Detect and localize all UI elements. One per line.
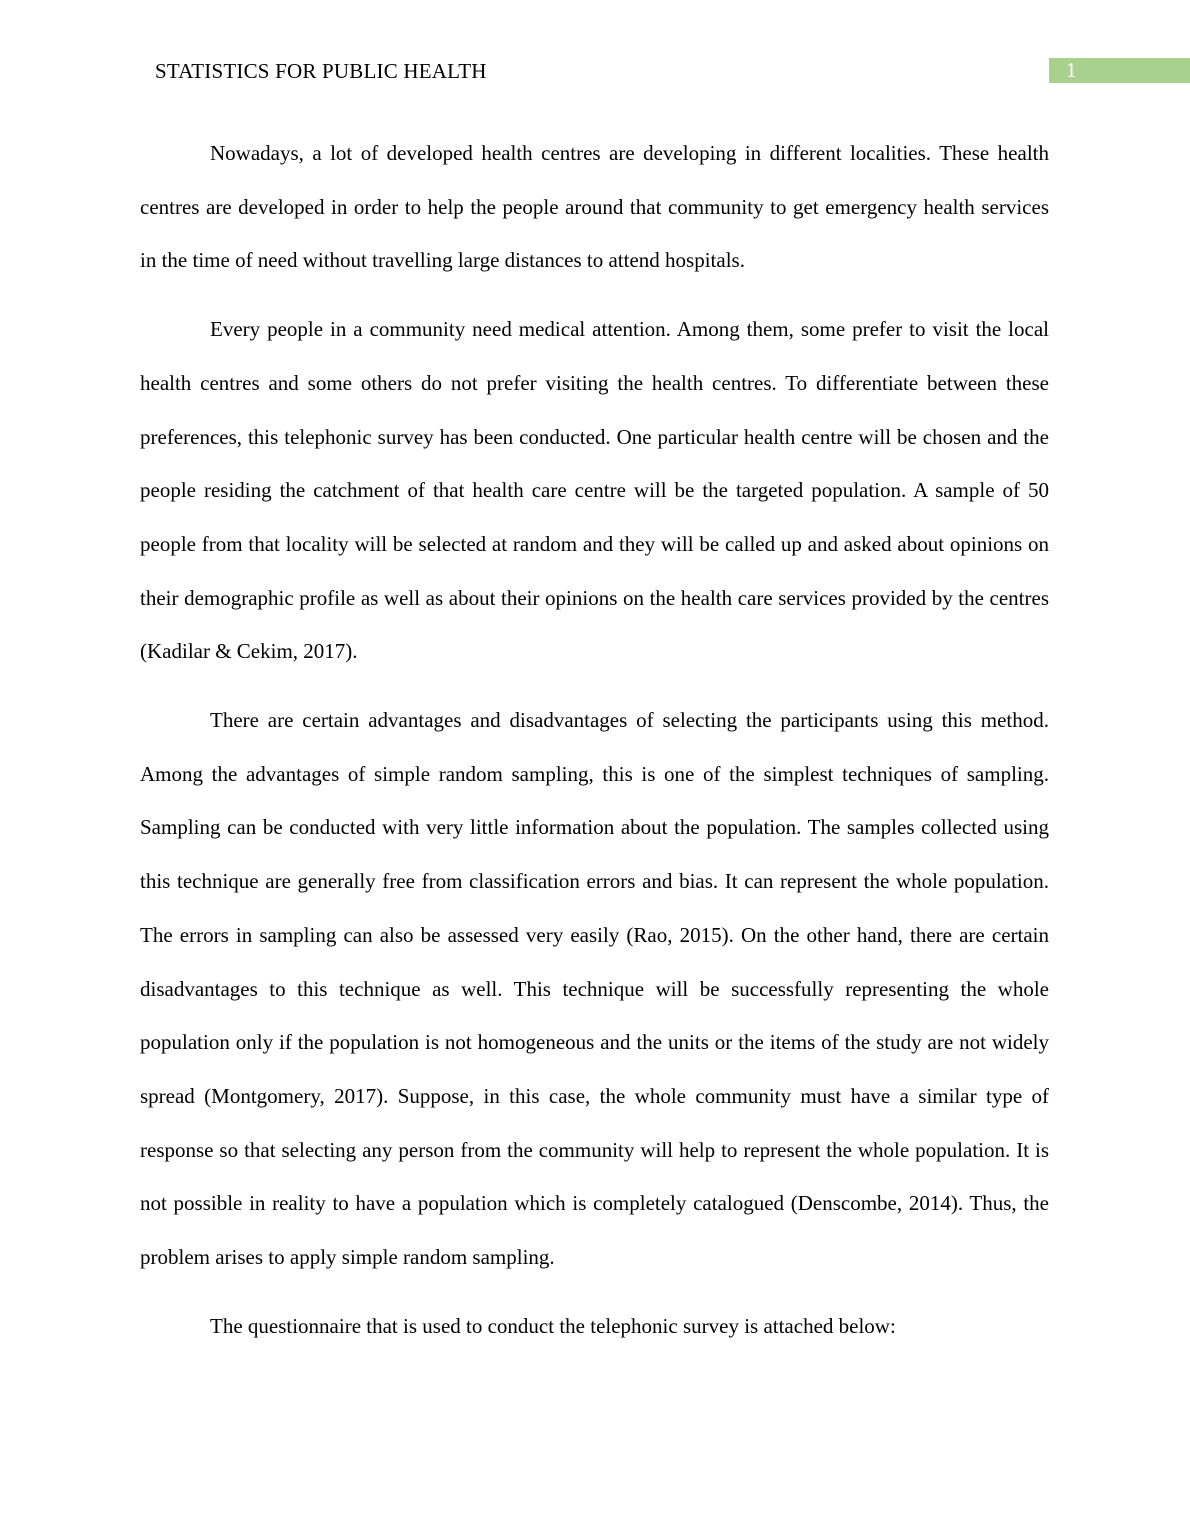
document-body [140,127,1049,1368]
running-header-title: STATISTICS FOR PUBLIC HEALTH [155,59,487,83]
paragraph-intro: Nowadays, a lot of developed health centres are developing in different localities. These health centres are developed in order to help the people around that community to get emergency health services in the time of need without travelling large distances to attend hospitals. [140,141,1049,273]
page-number-badge [1049,58,1190,83]
paragraph-questionnaire-intro: The questionnaire that is used to conduct the telephonic survey is attached below: [210,1313,896,1338]
page-number: 1 [1066,58,1077,82]
paragraph-survey-description: Every people in a community need medical attention. Among them, some prefer to visit the local health centres and some others do not prefer visiting the health centres. To differentiate between these preferences, this telephonic survey has been conducted. One particular health centre will be chosen and the people residing the catchment of that health care centre will be the targeted population. A sample of 50 people from that locality will be selected at random and they will be called up and asked about opinions on their demographic profile as well as about their opinions on the health care services provided by the centres (Kadilar & Cekim, 2017). [140,317,1049,664]
paragraph-advantages-disadvantages: There are certain advantages and disadvantages of selecting the participants using this method. Among the advantages of simple random sampling, this is one of the simplest techniques of sampling. Sampling can be conducted with very little information about the population. The samples collected using this technique are generally free from classification errors and bias. It can represent the whole population. The errors in sampling can also be assessed very easily (Rao, 2015). On the other hand, there are certain disadvantages to this technique as well. This technique will be successfully representing the whole population only if the population is not homogeneous and the units or the items of the study are not widely spread (Montgomery, 2017). Suppose, in this case, the whole community must have a similar type of response so that selecting any person from the community will help to represent the whole population. It is not possible in reality to have a population which is completely catalogued (Denscombe, 2014). Thus, the problem arises to apply simple random sampling. [140,708,1049,1270]
